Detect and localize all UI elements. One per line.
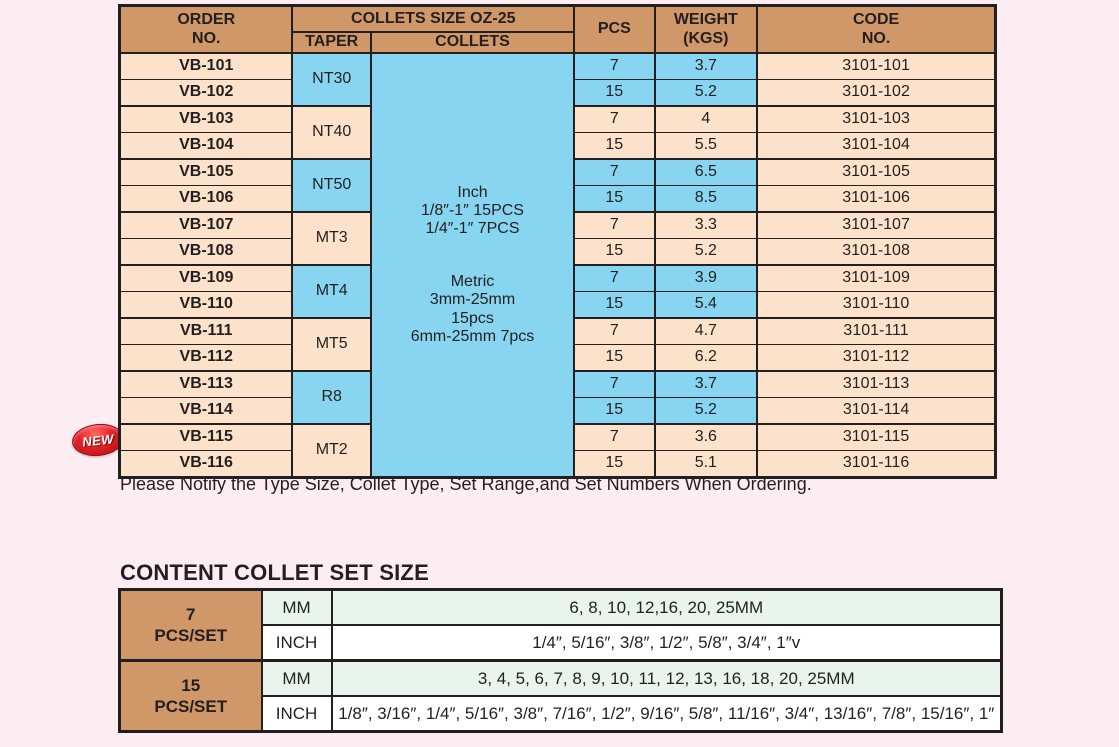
set-size-label-cell [120, 661, 262, 732]
weight-cell: 6.2 [655, 345, 758, 372]
code-no-cell: 3101-112 [757, 345, 995, 372]
collet-order-table-header [120, 6, 996, 54]
col-header-collets: COLLETS [371, 32, 574, 53]
pcs-cell: 15 [574, 239, 654, 266]
set-size-label-cell [120, 590, 262, 661]
weight-cell: 5.1 [655, 451, 758, 478]
order-no-cell: VB-103 [120, 106, 293, 133]
code-no-cell: 3101-111 [757, 318, 995, 345]
collets-text-line: 6mm-25mm 7pcs [410, 327, 535, 345]
table-row [120, 661, 1002, 697]
unit-cell: INCH [262, 696, 332, 732]
col-header-order-no: ORDER NO. [120, 6, 293, 54]
sizes-values-cell: 3, 4, 5, 6, 7, 8, 9, 10, 11, 12, 13, 16, 18, 20, 25MM [332, 661, 1002, 697]
pcs-cell: 15 [574, 80, 654, 107]
pcs-cell: 15 [574, 133, 654, 160]
weight-cell: 5.4 [655, 292, 758, 319]
code-no-cell: 3101-116 [757, 451, 995, 478]
order-no-cell: VB-107 [120, 212, 293, 239]
code-no-cell: 3101-108 [757, 239, 995, 266]
weight-cell: 6.5 [655, 159, 758, 186]
pcs-cell: 7 [574, 53, 654, 80]
order-no-cell: VB-109 [120, 265, 293, 292]
pcs-cell: 15 [574, 345, 654, 372]
order-no-cell: VB-105 [120, 159, 293, 186]
code-no-cell: 3101-103 [757, 106, 995, 133]
weight-cell: 5.2 [655, 398, 758, 425]
unit-cell: MM [262, 661, 332, 697]
unit-cell: MM [262, 590, 332, 626]
collet-order-table [118, 4, 997, 479]
table-row [120, 590, 1002, 626]
set-pieces-unit: PCS/SET [154, 697, 228, 716]
order-no-cell: VB-101 [120, 53, 293, 80]
sizes-values-cell: 1/8″, 3/16″, 1/4″, 5/16″, 3/8″, 7/16″, 1/2″, 9/16″, 5/8″, 11/16″, 3/4″, 13/16″, 7/8″, 15/16″, 1″ [332, 696, 1002, 732]
code-no-cell: 3101-106 [757, 186, 995, 213]
weight-cell: 8.5 [655, 186, 758, 213]
pcs-cell: 15 [574, 186, 654, 213]
weight-cell: 3.7 [655, 53, 758, 80]
code-no-cell: 3101-102 [757, 80, 995, 107]
pcs-cell: 7 [574, 159, 654, 186]
new-badge-label: NEW [81, 430, 115, 450]
collets-text-line: 15pcs [451, 309, 494, 327]
weight-cell: 3.3 [655, 212, 758, 239]
weight-cell: 4.7 [655, 318, 758, 345]
taper-cell: MT2 [292, 424, 370, 478]
order-no-cell: VB-104 [120, 133, 293, 160]
code-no-cell: 3101-107 [757, 212, 995, 239]
collets-text-line: 3mm-25mm [429, 291, 516, 309]
set-pieces-count: 15 [181, 675, 201, 695]
pcs-cell: 7 [574, 371, 654, 398]
ordering-notice: Please Notify the Type Size, Collet Type, Set Range,and Set Numbers When Ordering. [120, 474, 812, 494]
order-no-cell: VB-106 [120, 186, 293, 213]
order-no-cell: VB-116 [120, 451, 293, 478]
content-set-table-body [120, 590, 1002, 732]
pcs-cell: 7 [574, 424, 654, 451]
code-no-cell: 3101-115 [757, 424, 995, 451]
unit-cell: INCH [262, 625, 332, 661]
order-no-cell: VB-113 [120, 371, 293, 398]
taper-cell: MT4 [292, 265, 370, 318]
taper-cell: NT40 [292, 106, 370, 159]
pcs-cell: 15 [574, 451, 654, 478]
weight-cell: 4 [655, 106, 758, 133]
weight-cell: 5.2 [655, 80, 758, 107]
weight-cell: 3.6 [655, 424, 758, 451]
collets-text-line: Metric [450, 272, 495, 290]
col-header-code-no: CODE NO. [757, 6, 995, 54]
weight-cell: 5.5 [655, 133, 758, 160]
weight-cell: 3.7 [655, 371, 758, 398]
weight-cell: 3.9 [655, 265, 758, 292]
pcs-cell: 7 [574, 212, 654, 239]
order-no-cell: VB-112 [120, 345, 293, 372]
code-no-cell: 3101-104 [757, 133, 995, 160]
taper-cell: MT5 [292, 318, 370, 371]
collets-text-line: 1/4″-1″ 7PCS [425, 220, 520, 238]
order-no-cell: VB-102 [120, 80, 293, 107]
code-no-cell: 3101-113 [757, 371, 995, 398]
code-no-cell: 3101-114 [757, 398, 995, 425]
col-header-collets-size: COLLETS SIZE OZ-25 [292, 6, 574, 33]
content-section-title: CONTENT COLLET SET SIZE [120, 560, 429, 585]
pcs-cell: 7 [574, 106, 654, 133]
weight-cell: 5.2 [655, 239, 758, 266]
collets-text-line: Inch [457, 183, 488, 201]
order-no-cell: VB-111 [120, 318, 293, 345]
collets-text-line: 1/8″-1″ 15PCS [421, 202, 524, 220]
col-header-pcs: PCS [574, 6, 654, 54]
pcs-cell: 7 [574, 265, 654, 292]
collets-text-gap [372, 239, 573, 273]
code-no-cell: 3101-101 [757, 53, 995, 80]
order-no-cell: VB-110 [120, 292, 293, 319]
set-pieces-unit: PCS/SET [154, 626, 228, 645]
pcs-cell: 7 [574, 318, 654, 345]
order-no-cell: VB-108 [120, 239, 293, 266]
sizes-values-cell: 6, 8, 10, 12,16, 20, 25MM [332, 590, 1002, 626]
sizes-values-cell: 1/4″, 5/16″, 3/8″, 1/2″, 5/8″, 3/4″, 1″v [332, 625, 1002, 661]
collets-size-cell [371, 53, 574, 478]
col-header-weight: WEIGHT (KGS) [655, 6, 758, 54]
code-no-cell: 3101-110 [757, 292, 995, 319]
col-header-taper: TAPER [292, 32, 370, 53]
set-pieces-count: 7 [186, 604, 196, 624]
taper-cell: R8 [292, 371, 370, 424]
pcs-cell: 15 [574, 398, 654, 425]
collet-order-table-body [120, 53, 996, 478]
order-no-cell: VB-115 [120, 424, 293, 451]
taper-cell: NT50 [292, 159, 370, 212]
code-no-cell: 3101-109 [757, 265, 995, 292]
order-no-cell: VB-114 [120, 398, 293, 425]
code-no-cell: 3101-105 [757, 159, 995, 186]
taper-cell: MT3 [292, 212, 370, 265]
content-set-table [118, 588, 1003, 733]
taper-cell: NT30 [292, 53, 370, 106]
table-row [120, 53, 996, 80]
pcs-cell: 15 [574, 292, 654, 319]
